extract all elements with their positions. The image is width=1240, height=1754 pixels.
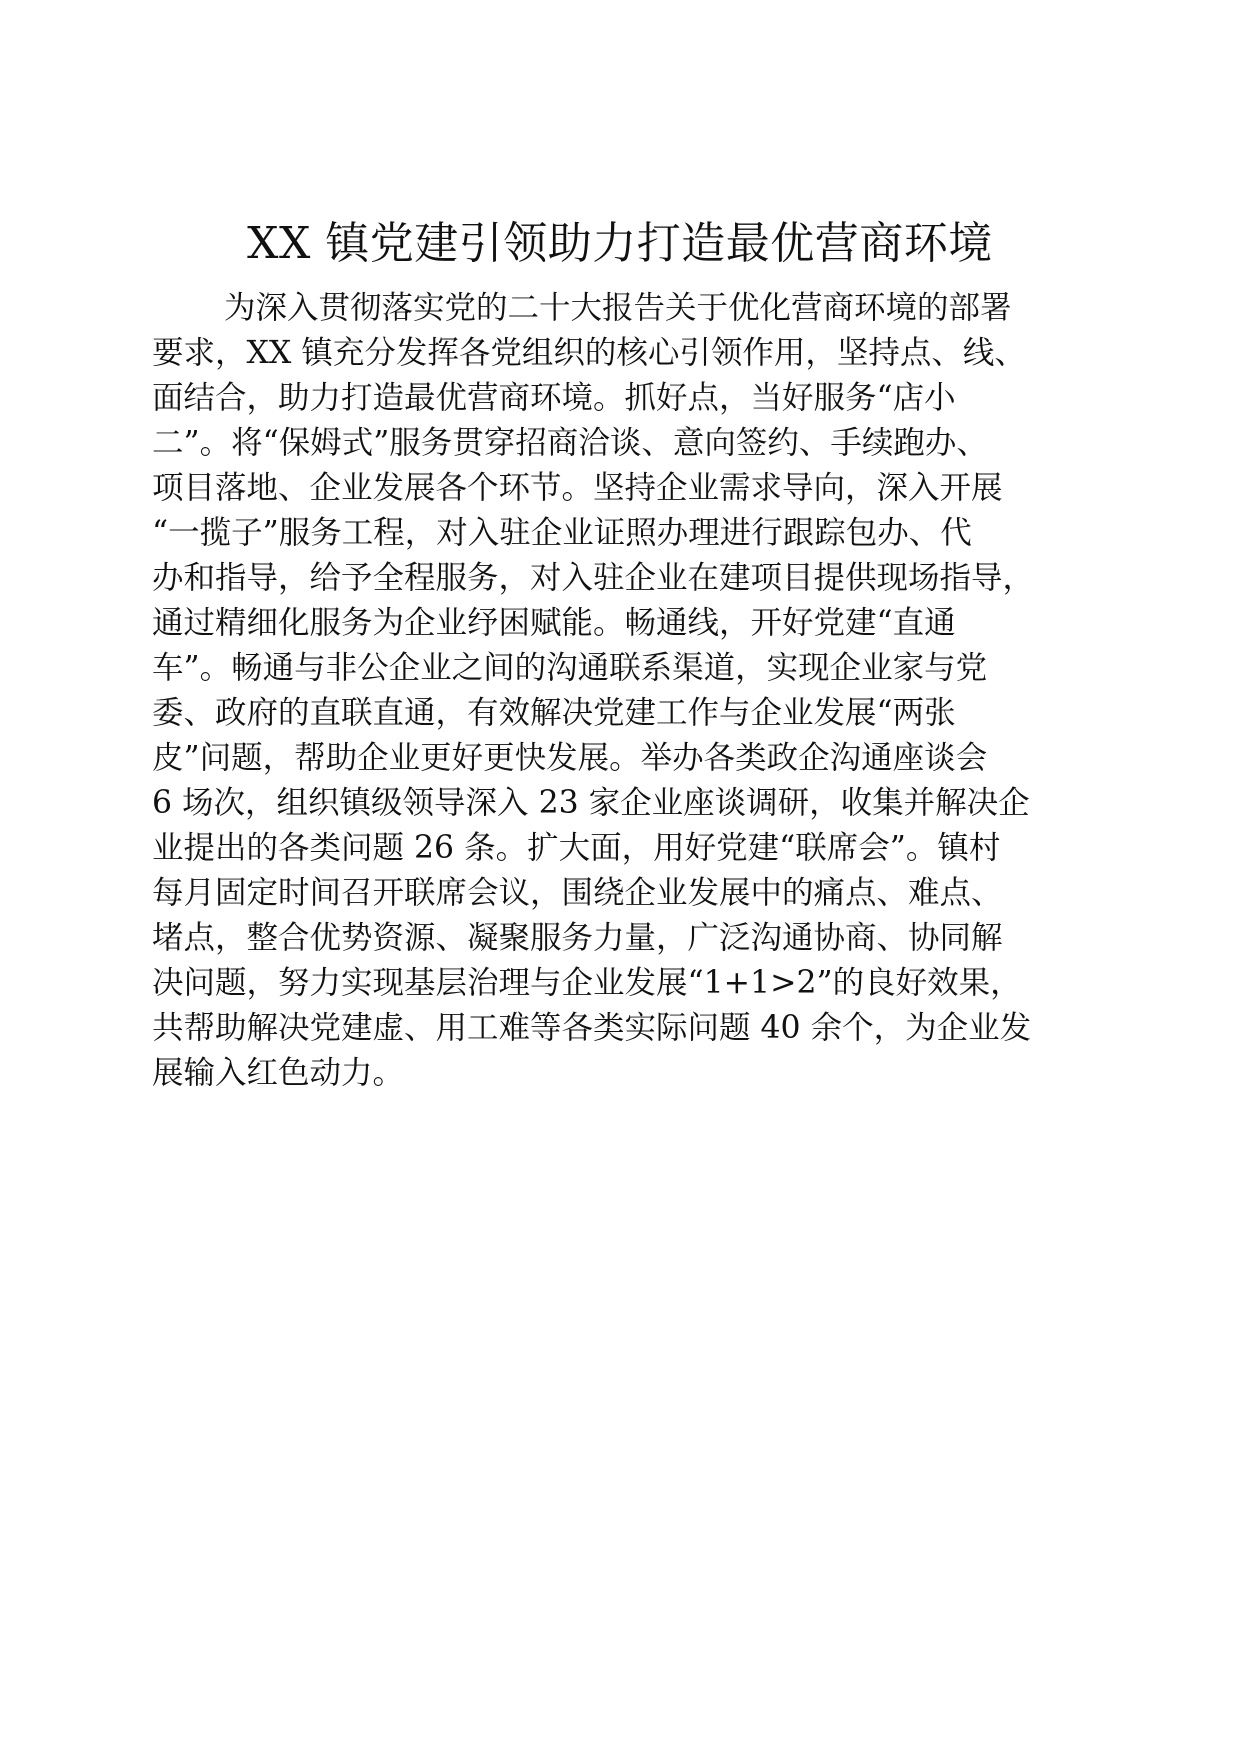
- paragraph-line: 通过精细化服务为企业纾困赋能。畅通线，开好党建“直通: [152, 605, 956, 641]
- paragraph-line: 共帮助解决党建虚、用工难等各类实际问题 40 余个，为企业发: [152, 1010, 1032, 1046]
- paragraph-line: 办和指导，给予全程服务，对入驻企业在建项目提供现场指导，: [152, 560, 1035, 596]
- paragraph-line: “一揽子”服务工程，对入驻企业证照办理进行跟踪包办、代: [152, 515, 972, 551]
- paragraph-line: 决问题，努力实现基层治理与企业发展“1+1>2”的良好效果，: [152, 965, 1022, 1001]
- paragraph-line: 项目落地、企业发展各个环节。坚持企业需求导向，深入开展: [152, 470, 1003, 506]
- paragraph-line: 二”。将“保姆式”服务贯穿招商洽谈、意向签约、手续跑办、: [152, 425, 988, 461]
- paragraph-line: 委、政府的直联直通，有效解决党建工作与企业发展“两张: [152, 695, 956, 731]
- paragraph-line: 每月固定时间召开联席会议，围绕企业发展中的痛点、难点、: [152, 875, 1003, 911]
- paragraph-line: 车”。畅通与非公企业之间的沟通联系渠道，实现企业家与党: [152, 650, 988, 686]
- paragraph-line: 为深入贯彻落实党的二十大报告关于优化营商环境的部署: [224, 290, 1012, 326]
- paragraph-line: 皮”问题，帮助企业更好更快发展。举办各类政企沟通座谈会: [152, 740, 988, 776]
- paragraph-line: 面结合，助力打造最优营商环境。抓好点，当好服务“店小: [152, 380, 956, 416]
- paragraph-line: 6 场次，组织镇级领导深入 23 家企业座谈调研，收集并解决企: [152, 785, 1030, 821]
- paragraph-line: 业提出的各类问题 26 条。扩大面，用好党建“联席会”。镇村: [152, 830, 1001, 866]
- paragraph-line: 要求，XX 镇充分发挥各党组织的核心引领作用，坚持点、线、: [152, 335, 1026, 371]
- document-title: XX 镇党建引领助力打造最优营商环境: [247, 218, 993, 269]
- paragraph-line: 展输入红色动力。: [152, 1055, 405, 1091]
- paragraph-line: 堵点，整合优势资源、凝聚服务力量，广泛沟通协商、协同解: [152, 920, 1003, 956]
- body-paragraph: [152, 286, 1087, 1096]
